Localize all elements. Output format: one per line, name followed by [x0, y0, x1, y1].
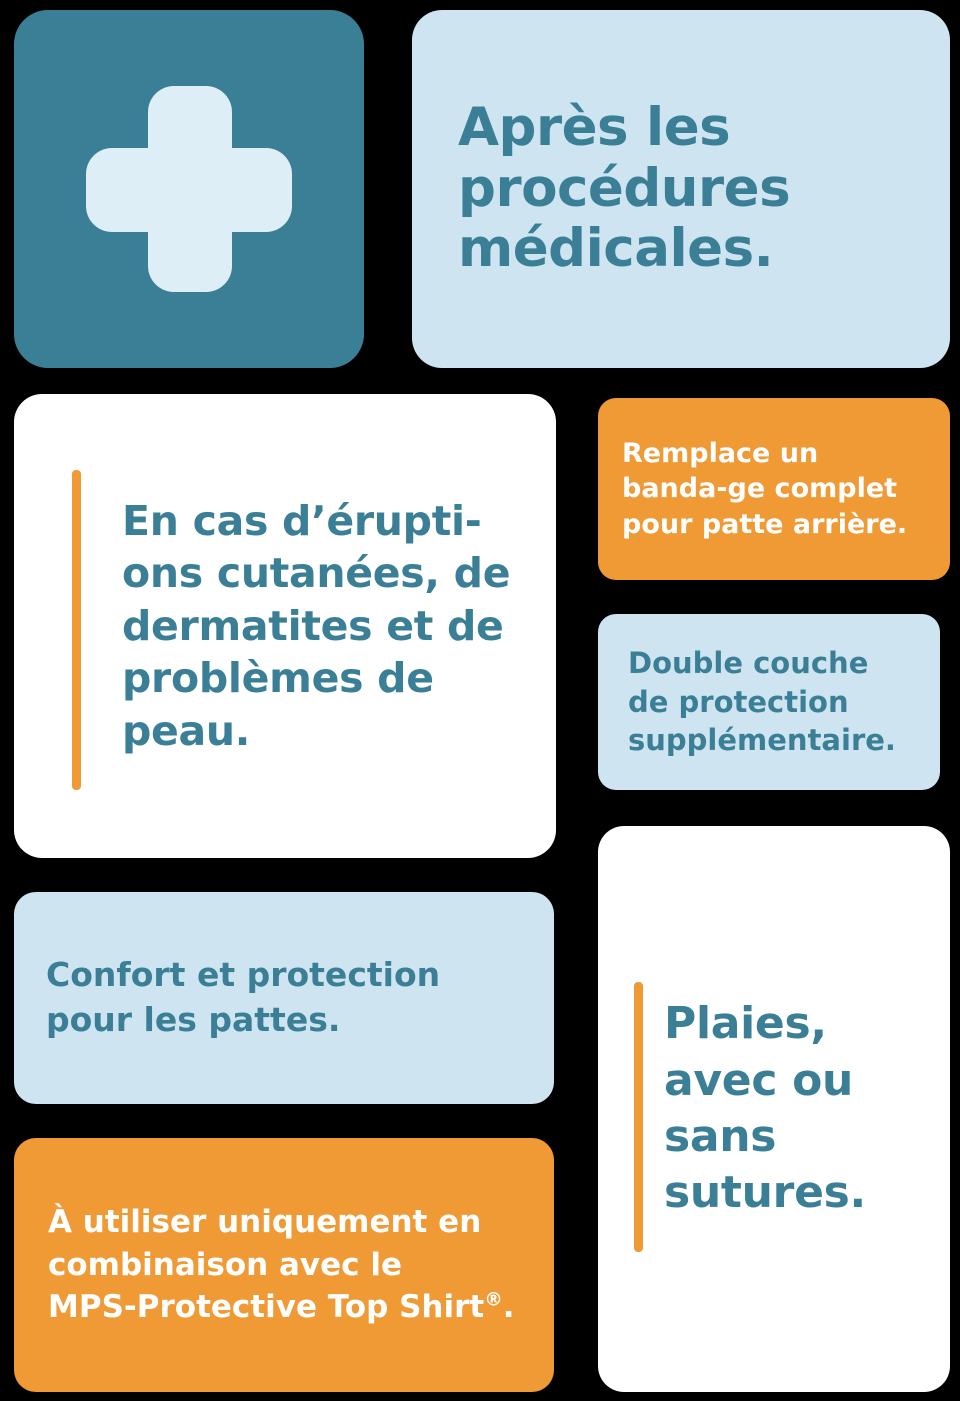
logo-tile: [14, 10, 364, 368]
skin-conditions-text: En cas d’érupti-ons cutanées, de dermatites et de problèmes de peau.: [122, 496, 511, 755]
wounds-card: [598, 826, 950, 1392]
wounds-text: Plaies, avec ou sans sutures.: [664, 998, 866, 1219]
paw-comfort-card: [14, 892, 554, 1104]
combination-line-1: À utiliser uniquement en: [48, 1203, 482, 1240]
combination-period: .: [502, 1289, 515, 1326]
bandage-replacement-text: Remplace un banda-ge complet pour patte arrière.: [622, 437, 908, 540]
medical-cross-icon: [86, 86, 292, 292]
title-card: [412, 10, 950, 368]
paw-comfort-text: Confort et protection pour les pattes.: [46, 955, 441, 1039]
accent-bar: [72, 470, 81, 790]
combination-line-2: combinaison avec le: [48, 1246, 402, 1283]
double-layer-text: Double couche de protection supplémentaire.: [628, 646, 896, 758]
skin-conditions-card: [14, 394, 556, 858]
wounds-accent-bar: [634, 982, 643, 1252]
combination-usage-card: [14, 1138, 554, 1392]
registered-mark: ®: [484, 1290, 503, 1312]
combination-usage-text: [48, 1201, 515, 1329]
page-title: Après les procédures médicales.: [458, 97, 791, 280]
double-layer-card: [598, 614, 940, 790]
bandage-replacement-card: [598, 398, 950, 580]
combination-line-3: MPS-Protective Top Shirt: [48, 1289, 485, 1326]
